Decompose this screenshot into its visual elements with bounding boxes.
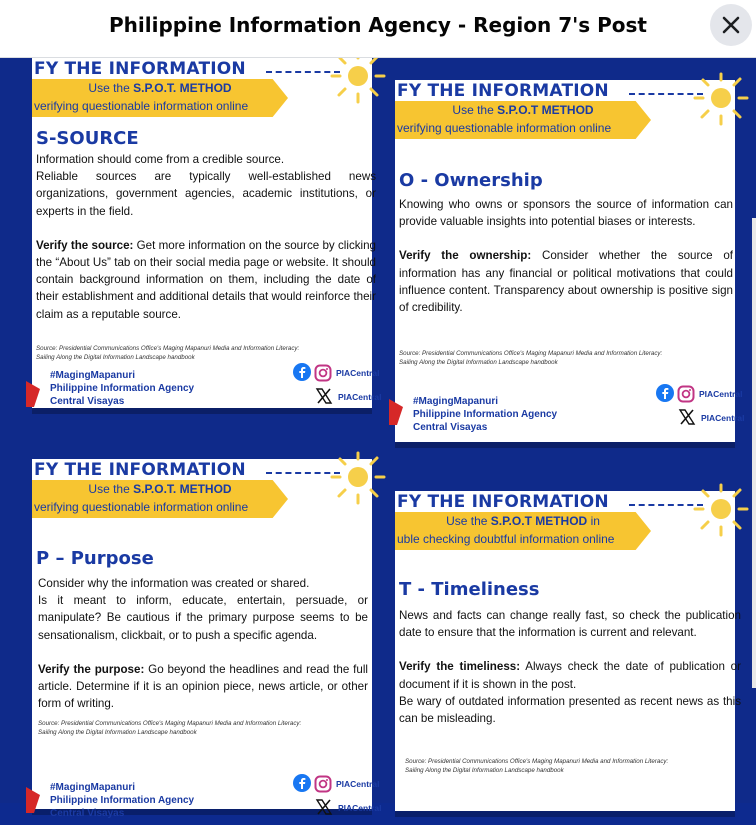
card-paragraph: Verify the purpose: Go beyond the headlines and read the full article. Determine if it is an opinion piece, news article, or other form of writing. xyxy=(38,662,368,711)
ribbon-title: FY THE INFORMATION xyxy=(397,81,609,101)
photo-card-purpose[interactable] xyxy=(32,459,382,819)
card-ribbon xyxy=(32,58,372,118)
source-note: Source: Presidential Communications Office's Maging Mapanuri Media and Information Literacy: Sailing Along the Digital Information Landscape handbook xyxy=(36,345,300,361)
pia-logo-icon xyxy=(389,399,403,425)
footer-region: Central Visayas xyxy=(50,808,125,819)
card-paragraph: Information should come from a credible source. xyxy=(36,153,285,166)
card-footer xyxy=(32,769,382,825)
card-body xyxy=(36,151,376,323)
footer-organization: Philippine Information Agency xyxy=(413,409,558,420)
card-paragraph: Verify the ownership: Consider whether the source of information has any financial or political motivations that could influence content. Transparency about ownership is positive sign of credibility. xyxy=(399,249,733,315)
card-heading: P – Purpose xyxy=(36,548,154,569)
source-note: Source: Presidential Communications Office's Maging Mapanuri Media and Information Literacy: Sailing Along the Digital Information Landscape handbook xyxy=(38,720,302,736)
card-paragraph: News and facts can change really fast, so check the publication date to ensure that the information is current and relevant. xyxy=(399,609,741,640)
card-paragraph: Reliable sources are typically well-established news organizations, government agencies, academic institutions, or experts in the field. xyxy=(36,170,376,218)
card-paragraph: Knowing who owns or sponsors the source of information can provide valuable insights into potential biases or interests. xyxy=(399,198,733,229)
card-paragraph: Consider why the information was created or shared. xyxy=(38,577,310,590)
social-handle: PIACentral xyxy=(336,368,380,378)
ribbon-method-line: Use the S.P.O.T METHOD xyxy=(452,103,594,117)
card-body xyxy=(399,196,733,316)
social-handle: PIACentral xyxy=(338,392,382,402)
card-paragraph: Is it meant to inform, educate, entertain, persuade, or manipulate? Be cautious if the primary purpose seems to be sensationalism, clickbait, or to push a specific agenda. xyxy=(38,594,368,642)
card-heading: S-SOURCE xyxy=(36,128,139,149)
close-button[interactable] xyxy=(710,4,752,46)
photo-card-source[interactable] xyxy=(32,58,382,408)
ribbon-title: FY THE INFORMATION xyxy=(34,59,246,79)
footer-hashtag: #MagingMapanuri xyxy=(413,396,499,407)
instagram-icon xyxy=(314,775,332,793)
footer-region: Central Visayas xyxy=(413,422,488,433)
ribbon-subtitle: uble checking doubtful information online xyxy=(397,532,615,546)
sun-burst-icon xyxy=(691,485,747,541)
facebook-icon xyxy=(293,774,311,792)
photo-grid xyxy=(0,58,756,819)
ribbon-title: FY THE INFORMATION xyxy=(34,460,246,480)
social-handle: PIACentral xyxy=(701,413,745,423)
card-paragraph: Be wary of outdated information presented as recent news as this can be misleading. xyxy=(399,694,741,726)
post-header xyxy=(0,0,756,58)
ribbon-method-line: Use the S.P.O.T. METHOD xyxy=(88,482,232,496)
social-handle: PIACentral xyxy=(699,389,743,399)
ribbon-subtitle: verifying questionable information online xyxy=(34,500,249,514)
card-ribbon xyxy=(395,491,735,551)
card-paragraph: Verify the timeliness: Always check the date of publication or document if it is shown in the post. xyxy=(399,660,741,691)
ribbon-method-line: Use the S.P.O.T METHOD in xyxy=(446,514,600,528)
photo-card-ownership[interactable] xyxy=(395,80,745,442)
card-footer xyxy=(32,363,382,419)
card-heading: T - Timeliness xyxy=(399,579,540,600)
footer-hashtag: #MagingMapanuri xyxy=(50,370,136,381)
social-handle: PIACentral xyxy=(336,779,380,789)
source-note: Source: Presidential Communications Office's Maging Mapanuri Media and Information Literacy: Sailing Along the Digital Information Landscape handbook xyxy=(405,758,669,774)
ribbon-title: FY THE INFORMATION xyxy=(397,492,609,512)
sun-burst-icon xyxy=(691,74,747,130)
x-icon xyxy=(315,798,333,816)
close-icon xyxy=(722,16,740,34)
pia-logo-icon xyxy=(26,381,40,407)
pia-logo-icon xyxy=(26,787,40,813)
sun-burst-icon xyxy=(328,453,384,509)
card-body xyxy=(399,607,741,727)
instagram-icon xyxy=(314,364,332,382)
footer-organization: Philippine Information Agency xyxy=(50,795,195,806)
footer-region: Central Visayas xyxy=(50,396,125,407)
post-title: Philippine Information Agency - Region 7's Post xyxy=(109,13,647,37)
facebook-icon xyxy=(656,384,674,402)
source-note: Source: Presidential Communications Office's Maging Mapanuri Media and Information Literacy: Sailing Along the Digital Information Landscape handbook xyxy=(399,350,663,366)
x-icon xyxy=(315,387,333,405)
card-footer xyxy=(395,389,745,448)
card-body xyxy=(38,575,368,712)
card-ribbon xyxy=(395,80,735,140)
sun-burst-icon xyxy=(328,52,384,108)
facebook-icon xyxy=(293,363,311,381)
card-paragraph: Verify the source: Get more information on the source by clicking the “About Us” tab on their social media page or website. It should contain background information on them, including the date of their establishment and additional details that would reinforce their claim as a reputable source. xyxy=(36,238,377,321)
footer-organization: Philippine Information Agency xyxy=(50,383,195,394)
ribbon-method-line: Use the S.P.O.T. METHOD xyxy=(88,81,232,95)
footer-hashtag: #MagingMapanuri xyxy=(50,782,136,793)
instagram-icon xyxy=(677,385,695,403)
social-handle: PIACentral xyxy=(338,803,382,813)
card-ribbon xyxy=(32,459,372,519)
card-heading: O - Ownership xyxy=(399,170,543,191)
photo-card-timeliness[interactable] xyxy=(395,491,741,811)
ribbon-subtitle: verifying questionable information online xyxy=(397,121,612,135)
x-icon xyxy=(678,408,696,426)
ribbon-subtitle: verifying questionable information online xyxy=(34,99,249,113)
